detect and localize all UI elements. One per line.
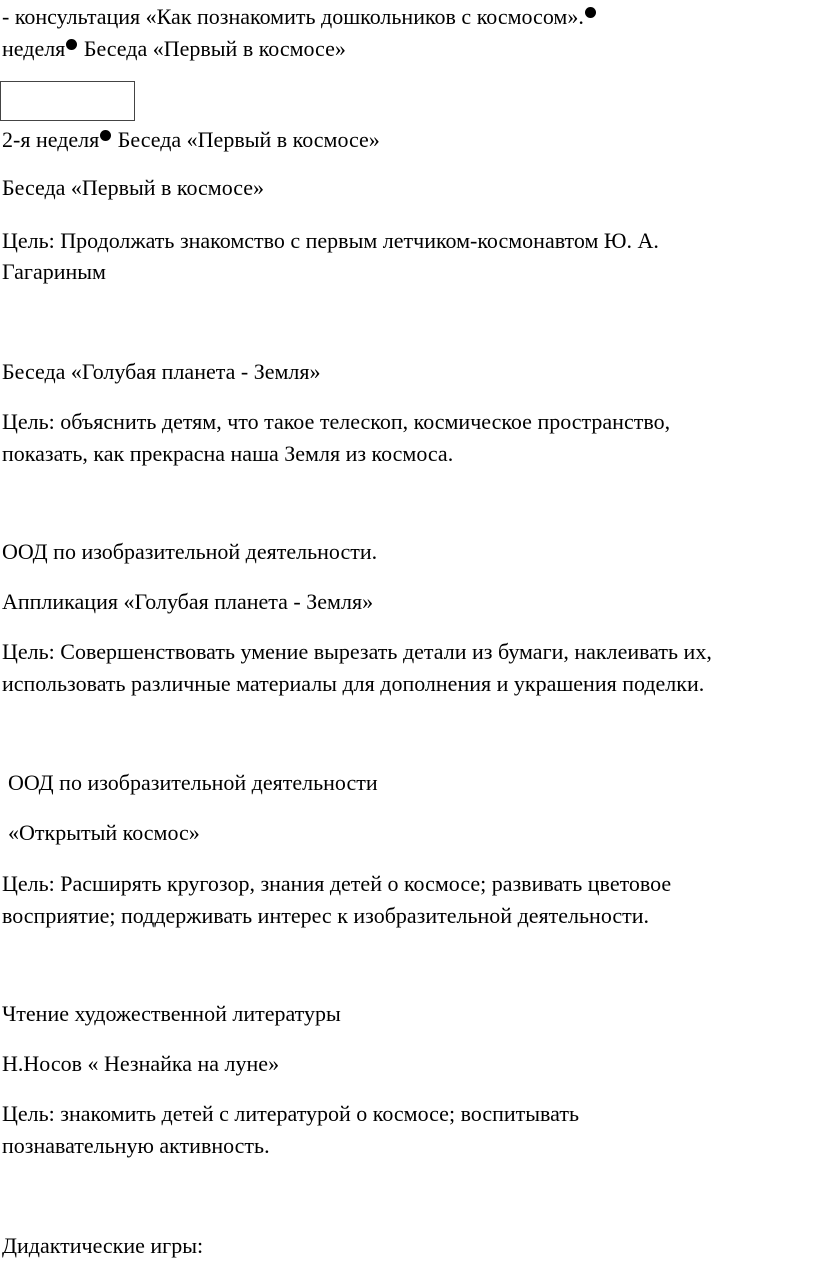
week-conversation-line <box>2 33 346 65</box>
goal-line: Цель: Совершенствовать умение вырезать детали из бумаги, наклеивать их, <box>2 639 712 664</box>
goal-line-continued: восприятие; поддерживать интерес к изобразительной деятельности. <box>2 903 650 928</box>
consultation-line <box>2 1 597 33</box>
second-week-line <box>2 124 380 156</box>
activity-heading: ООД по изобразительной деятельности <box>8 770 378 795</box>
book-title: Н.Носов « Незнайка на луне» <box>2 1051 280 1076</box>
week-label: неделя <box>2 36 66 61</box>
goal-line: Цель: знакомить детей с литературой о космосе; воспитывать <box>2 1101 579 1126</box>
activity-title: «Открытый космос» <box>8 820 200 845</box>
goal-line: Цель: Расширять кругозор, знания детей о космосе; развивать цветовое <box>2 871 672 896</box>
games-heading: Дидактические игры: <box>2 1233 204 1258</box>
second-week-conversation: Беседа «Первый в космосе» <box>112 127 380 152</box>
conversation-heading: Беседа «Первый в космосе» <box>2 175 265 200</box>
conversation-heading: Беседа «Голубая планета - Земля» <box>2 359 321 384</box>
bullet-icon <box>585 7 596 18</box>
goal-line-continued: Гагариным <box>2 259 106 284</box>
goal-line: Цель: объяснить детям, что такое телескоп, космическое пространство, <box>2 409 671 434</box>
bullet-icon <box>100 130 111 141</box>
goal-line-continued: познавательную активность. <box>2 1133 270 1158</box>
empty-text-box <box>0 81 135 121</box>
goal-line: Цель: Продолжать знакомство с первым летчиком-космонавтом Ю. А. <box>2 228 659 253</box>
goal-line-continued: использовать различные материалы для дополнения и украшения поделки. <box>2 671 705 696</box>
reading-heading: Чтение художественной литературы <box>2 1001 341 1026</box>
conversation-title: Беседа «Первый в космосе» <box>78 36 346 61</box>
bullet-icon <box>66 39 77 50</box>
consultation-text: - консультация «Как познакомить дошкольников с космосом». <box>2 4 584 29</box>
goal-line-continued: показать, как прекрасна наша Земля из космоса. <box>2 441 454 466</box>
activity-heading: ООД по изобразительной деятельности. <box>2 539 378 564</box>
activity-title: Аппликация «Голубая планета - Земля» <box>2 589 374 614</box>
second-week-label: 2-я неделя <box>2 127 100 152</box>
